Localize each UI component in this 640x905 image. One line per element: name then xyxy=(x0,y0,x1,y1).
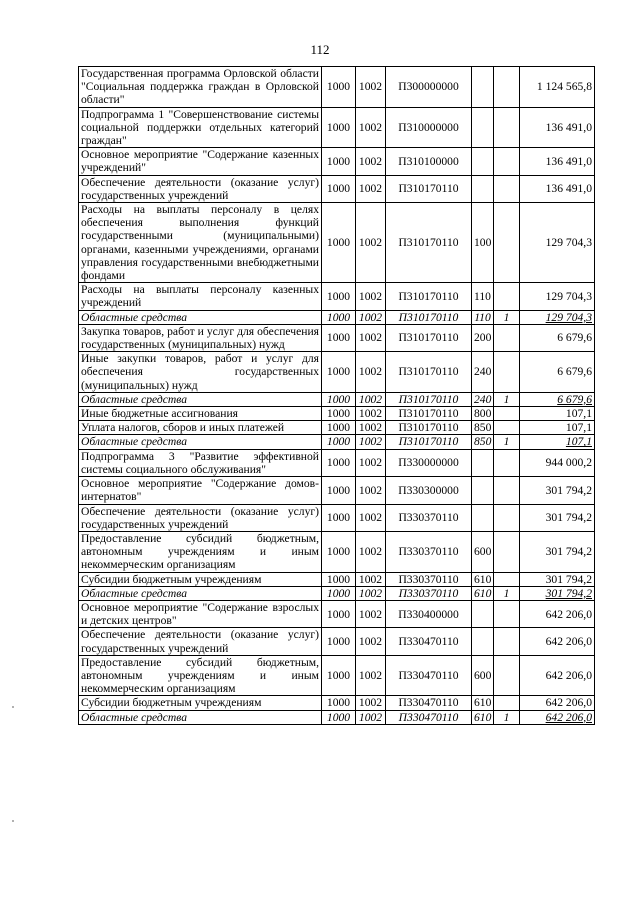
amount: 944 000,2 xyxy=(520,449,595,476)
expense-type-code: 850 xyxy=(472,435,494,449)
section-code: 1000 xyxy=(322,283,356,310)
table-row xyxy=(79,392,595,406)
section-code: 1000 xyxy=(322,352,356,393)
target-item-code: П310170110 xyxy=(386,352,472,393)
target-item-code: П330370110 xyxy=(386,586,472,600)
subsection-code: 1002 xyxy=(356,67,386,108)
subsection-code: 1002 xyxy=(356,600,386,627)
funding-source-code xyxy=(494,203,520,283)
amount: 129 704,3 xyxy=(520,203,595,283)
row-name: Подпрограмма 3 "Развитие эффективной системы социального обслуживания" xyxy=(79,449,322,476)
funding-source-code xyxy=(494,655,520,696)
expense-type-code xyxy=(472,504,494,531)
amount: 642 206,0 xyxy=(520,696,595,710)
target-item-code: П310170110 xyxy=(386,203,472,283)
amount: 642 206,0 xyxy=(520,600,595,627)
expense-type-code: 610 xyxy=(472,710,494,724)
row-name: Областные средства xyxy=(79,435,322,449)
funding-source-code: 1 xyxy=(494,710,520,724)
row-name: Основное мероприятие "Содержание казенных учреждений" xyxy=(79,148,322,175)
subsection-code: 1002 xyxy=(356,310,386,324)
amount: 136 491,0 xyxy=(520,107,595,148)
row-name: Обеспечение деятельности (оказание услуг) государственных учреждений xyxy=(79,504,322,531)
table-row xyxy=(79,504,595,531)
section-code: 1000 xyxy=(322,655,356,696)
amount: 6 679,6 xyxy=(520,352,595,393)
amount: 301 794,2 xyxy=(520,504,595,531)
row-name: Областные средства xyxy=(79,710,322,724)
funding-source-code xyxy=(494,531,520,572)
funding-source-code xyxy=(494,175,520,202)
row-name: Иные бюджетные ассигнования xyxy=(79,407,322,421)
subsection-code: 1002 xyxy=(356,449,386,476)
table-row xyxy=(79,421,595,435)
subsection-code: 1002 xyxy=(356,107,386,148)
target-item-code: П330370110 xyxy=(386,504,472,531)
amount: 107,1 xyxy=(520,407,595,421)
row-name: Областные средства xyxy=(79,586,322,600)
expense-type-code xyxy=(472,628,494,655)
expense-type-code: 850 xyxy=(472,421,494,435)
expense-type-code xyxy=(472,67,494,108)
funding-source-code xyxy=(494,628,520,655)
expense-type-code: 610 xyxy=(472,586,494,600)
scan-speck xyxy=(12,706,14,708)
subsection-code: 1002 xyxy=(356,407,386,421)
subsection-code: 1002 xyxy=(356,175,386,202)
row-name: Основное мероприятие "Содержание домов-интернатов" xyxy=(79,477,322,504)
target-item-code: П310170110 xyxy=(386,175,472,202)
table-row xyxy=(79,655,595,696)
amount: 107,1 xyxy=(520,435,595,449)
section-code: 1000 xyxy=(322,477,356,504)
target-item-code: П330470110 xyxy=(386,628,472,655)
funding-source-code xyxy=(494,696,520,710)
scan-speck xyxy=(12,820,14,822)
target-item-code: П310170110 xyxy=(386,324,472,351)
table-row xyxy=(79,435,595,449)
row-name: Предоставление субсидий бюджетным, автономным учреждениям и иным некоммерческим организациям xyxy=(79,655,322,696)
subsection-code: 1002 xyxy=(356,572,386,586)
target-item-code: П330370110 xyxy=(386,531,472,572)
subsection-code: 1002 xyxy=(356,696,386,710)
subsection-code: 1002 xyxy=(356,504,386,531)
section-code: 1000 xyxy=(322,310,356,324)
row-name: Областные средства xyxy=(79,310,322,324)
section-code: 1000 xyxy=(322,531,356,572)
target-item-code: П310170110 xyxy=(386,310,472,324)
expense-type-code: 240 xyxy=(472,352,494,393)
subsection-code: 1002 xyxy=(356,203,386,283)
target-item-code: П310170110 xyxy=(386,407,472,421)
target-item-code: П330370110 xyxy=(386,572,472,586)
amount: 642 206,0 xyxy=(520,710,595,724)
section-code: 1000 xyxy=(322,175,356,202)
table-row xyxy=(79,324,595,351)
target-item-code: П330470110 xyxy=(386,710,472,724)
section-code: 1000 xyxy=(322,107,356,148)
section-code: 1000 xyxy=(322,435,356,449)
target-item-code: П300000000 xyxy=(386,67,472,108)
funding-source-code xyxy=(494,107,520,148)
table-row xyxy=(79,628,595,655)
funding-source-code xyxy=(494,148,520,175)
target-item-code: П310100000 xyxy=(386,148,472,175)
expense-type-code: 800 xyxy=(472,407,494,421)
funding-source-code xyxy=(494,407,520,421)
expense-type-code: 600 xyxy=(472,655,494,696)
row-name: Субсидии бюджетным учреждениям xyxy=(79,572,322,586)
section-code: 1000 xyxy=(322,696,356,710)
table-row xyxy=(79,586,595,600)
subsection-code: 1002 xyxy=(356,324,386,351)
amount: 301 794,2 xyxy=(520,586,595,600)
target-item-code: П310170110 xyxy=(386,283,472,310)
row-name: Субсидии бюджетным учреждениям xyxy=(79,696,322,710)
table-row xyxy=(79,407,595,421)
expense-type-code xyxy=(472,175,494,202)
row-name: Расходы на выплаты персоналу в целях обеспечения выполнения функций государственными (муниципальными) органами, казенными учреждениями, органами управления государственными внебюджетными фондами xyxy=(79,203,322,283)
table-row xyxy=(79,710,595,724)
budget-table xyxy=(78,66,595,725)
amount: 642 206,0 xyxy=(520,628,595,655)
target-item-code: П330000000 xyxy=(386,449,472,476)
target-item-code: П310170110 xyxy=(386,392,472,406)
expense-type-code: 110 xyxy=(472,310,494,324)
section-code: 1000 xyxy=(322,572,356,586)
amount: 301 794,2 xyxy=(520,572,595,586)
expense-type-code: 610 xyxy=(472,572,494,586)
table-body xyxy=(79,67,595,725)
target-item-code: П310170110 xyxy=(386,421,472,435)
section-code: 1000 xyxy=(322,407,356,421)
subsection-code: 1002 xyxy=(356,655,386,696)
expense-type-code: 100 xyxy=(472,203,494,283)
expense-type-code xyxy=(472,107,494,148)
target-item-code: П330400000 xyxy=(386,600,472,627)
target-item-code: П330470110 xyxy=(386,696,472,710)
funding-source-code xyxy=(494,449,520,476)
expense-type-code: 240 xyxy=(472,392,494,406)
funding-source-code xyxy=(494,600,520,627)
subsection-code: 1002 xyxy=(356,283,386,310)
section-code: 1000 xyxy=(322,67,356,108)
table-row xyxy=(79,572,595,586)
amount: 107,1 xyxy=(520,421,595,435)
amount: 301 794,2 xyxy=(520,531,595,572)
table-row xyxy=(79,175,595,202)
funding-source-code: 1 xyxy=(494,435,520,449)
funding-source-code: 1 xyxy=(494,586,520,600)
subsection-code: 1002 xyxy=(356,710,386,724)
subsection-code: 1002 xyxy=(356,628,386,655)
amount: 136 491,0 xyxy=(520,175,595,202)
expense-type-code xyxy=(472,600,494,627)
amount: 6 679,6 xyxy=(520,392,595,406)
section-code: 1000 xyxy=(322,449,356,476)
target-item-code: П330470110 xyxy=(386,655,472,696)
table-row xyxy=(79,283,595,310)
row-name: Обеспечение деятельности (оказание услуг) государственных учреждений xyxy=(79,628,322,655)
expense-type-code: 200 xyxy=(472,324,494,351)
row-name: Областные средства xyxy=(79,392,322,406)
table-row xyxy=(79,310,595,324)
table-row xyxy=(79,696,595,710)
expense-type-code: 610 xyxy=(472,696,494,710)
subsection-code: 1002 xyxy=(356,421,386,435)
amount: 129 704,3 xyxy=(520,310,595,324)
amount: 129 704,3 xyxy=(520,283,595,310)
row-name: Расходы на выплаты персоналу казенных учреждений xyxy=(79,283,322,310)
expense-type-code xyxy=(472,148,494,175)
amount: 301 794,2 xyxy=(520,477,595,504)
row-name: Государственная программа Орловской области "Социальная поддержка граждан в Орловской области" xyxy=(79,67,322,108)
expense-type-code xyxy=(472,477,494,504)
section-code: 1000 xyxy=(322,203,356,283)
funding-source-code xyxy=(494,352,520,393)
section-code: 1000 xyxy=(322,586,356,600)
amount: 642 206,0 xyxy=(520,655,595,696)
funding-source-code xyxy=(494,283,520,310)
subsection-code: 1002 xyxy=(356,477,386,504)
table-row xyxy=(79,107,595,148)
section-code: 1000 xyxy=(322,392,356,406)
amount: 136 491,0 xyxy=(520,148,595,175)
subsection-code: 1002 xyxy=(356,586,386,600)
funding-source-code xyxy=(494,421,520,435)
expense-type-code: 600 xyxy=(472,531,494,572)
funding-source-code: 1 xyxy=(494,310,520,324)
row-name: Закупка товаров, работ и услуг для обеспечения государственных (муниципальных) нужд xyxy=(79,324,322,351)
section-code: 1000 xyxy=(322,600,356,627)
subsection-code: 1002 xyxy=(356,148,386,175)
section-code: 1000 xyxy=(322,421,356,435)
subsection-code: 1002 xyxy=(356,392,386,406)
row-name: Подпрограмма 1 "Совершенствование системы социальной поддержки отдельных категорий граждан" xyxy=(79,107,322,148)
subsection-code: 1002 xyxy=(356,531,386,572)
section-code: 1000 xyxy=(322,710,356,724)
subsection-code: 1002 xyxy=(356,352,386,393)
row-name: Предоставление субсидий бюджетным, автономным учреждениям и иным некоммерческим организациям xyxy=(79,531,322,572)
row-name: Иные закупки товаров, работ и услуг для обеспечения государственных (муниципальных) нужд xyxy=(79,352,322,393)
table-row xyxy=(79,477,595,504)
section-code: 1000 xyxy=(322,148,356,175)
table-row xyxy=(79,600,595,627)
table-row xyxy=(79,203,595,283)
row-name: Основное мероприятие "Содержание взрослых и детских центров" xyxy=(79,600,322,627)
table-row xyxy=(79,449,595,476)
table-row xyxy=(79,148,595,175)
funding-source-code xyxy=(494,324,520,351)
target-item-code: П310000000 xyxy=(386,107,472,148)
target-item-code: П310170110 xyxy=(386,435,472,449)
funding-source-code xyxy=(494,67,520,108)
table-row xyxy=(79,352,595,393)
section-code: 1000 xyxy=(322,504,356,531)
expense-type-code xyxy=(472,449,494,476)
table-row xyxy=(79,67,595,108)
row-name: Обеспечение деятельности (оказание услуг) государственных учреждений xyxy=(79,175,322,202)
expense-type-code: 110 xyxy=(472,283,494,310)
target-item-code: П330300000 xyxy=(386,477,472,504)
funding-source-code xyxy=(494,477,520,504)
table-row xyxy=(79,531,595,572)
row-name: Уплата налогов, сборов и иных платежей xyxy=(79,421,322,435)
funding-source-code: 1 xyxy=(494,392,520,406)
funding-source-code xyxy=(494,504,520,531)
section-code: 1000 xyxy=(322,628,356,655)
amount: 6 679,6 xyxy=(520,324,595,351)
page-number: 112 xyxy=(310,42,330,57)
funding-source-code xyxy=(494,572,520,586)
amount: 1 124 565,8 xyxy=(520,67,595,108)
subsection-code: 1002 xyxy=(356,435,386,449)
section-code: 1000 xyxy=(322,324,356,351)
